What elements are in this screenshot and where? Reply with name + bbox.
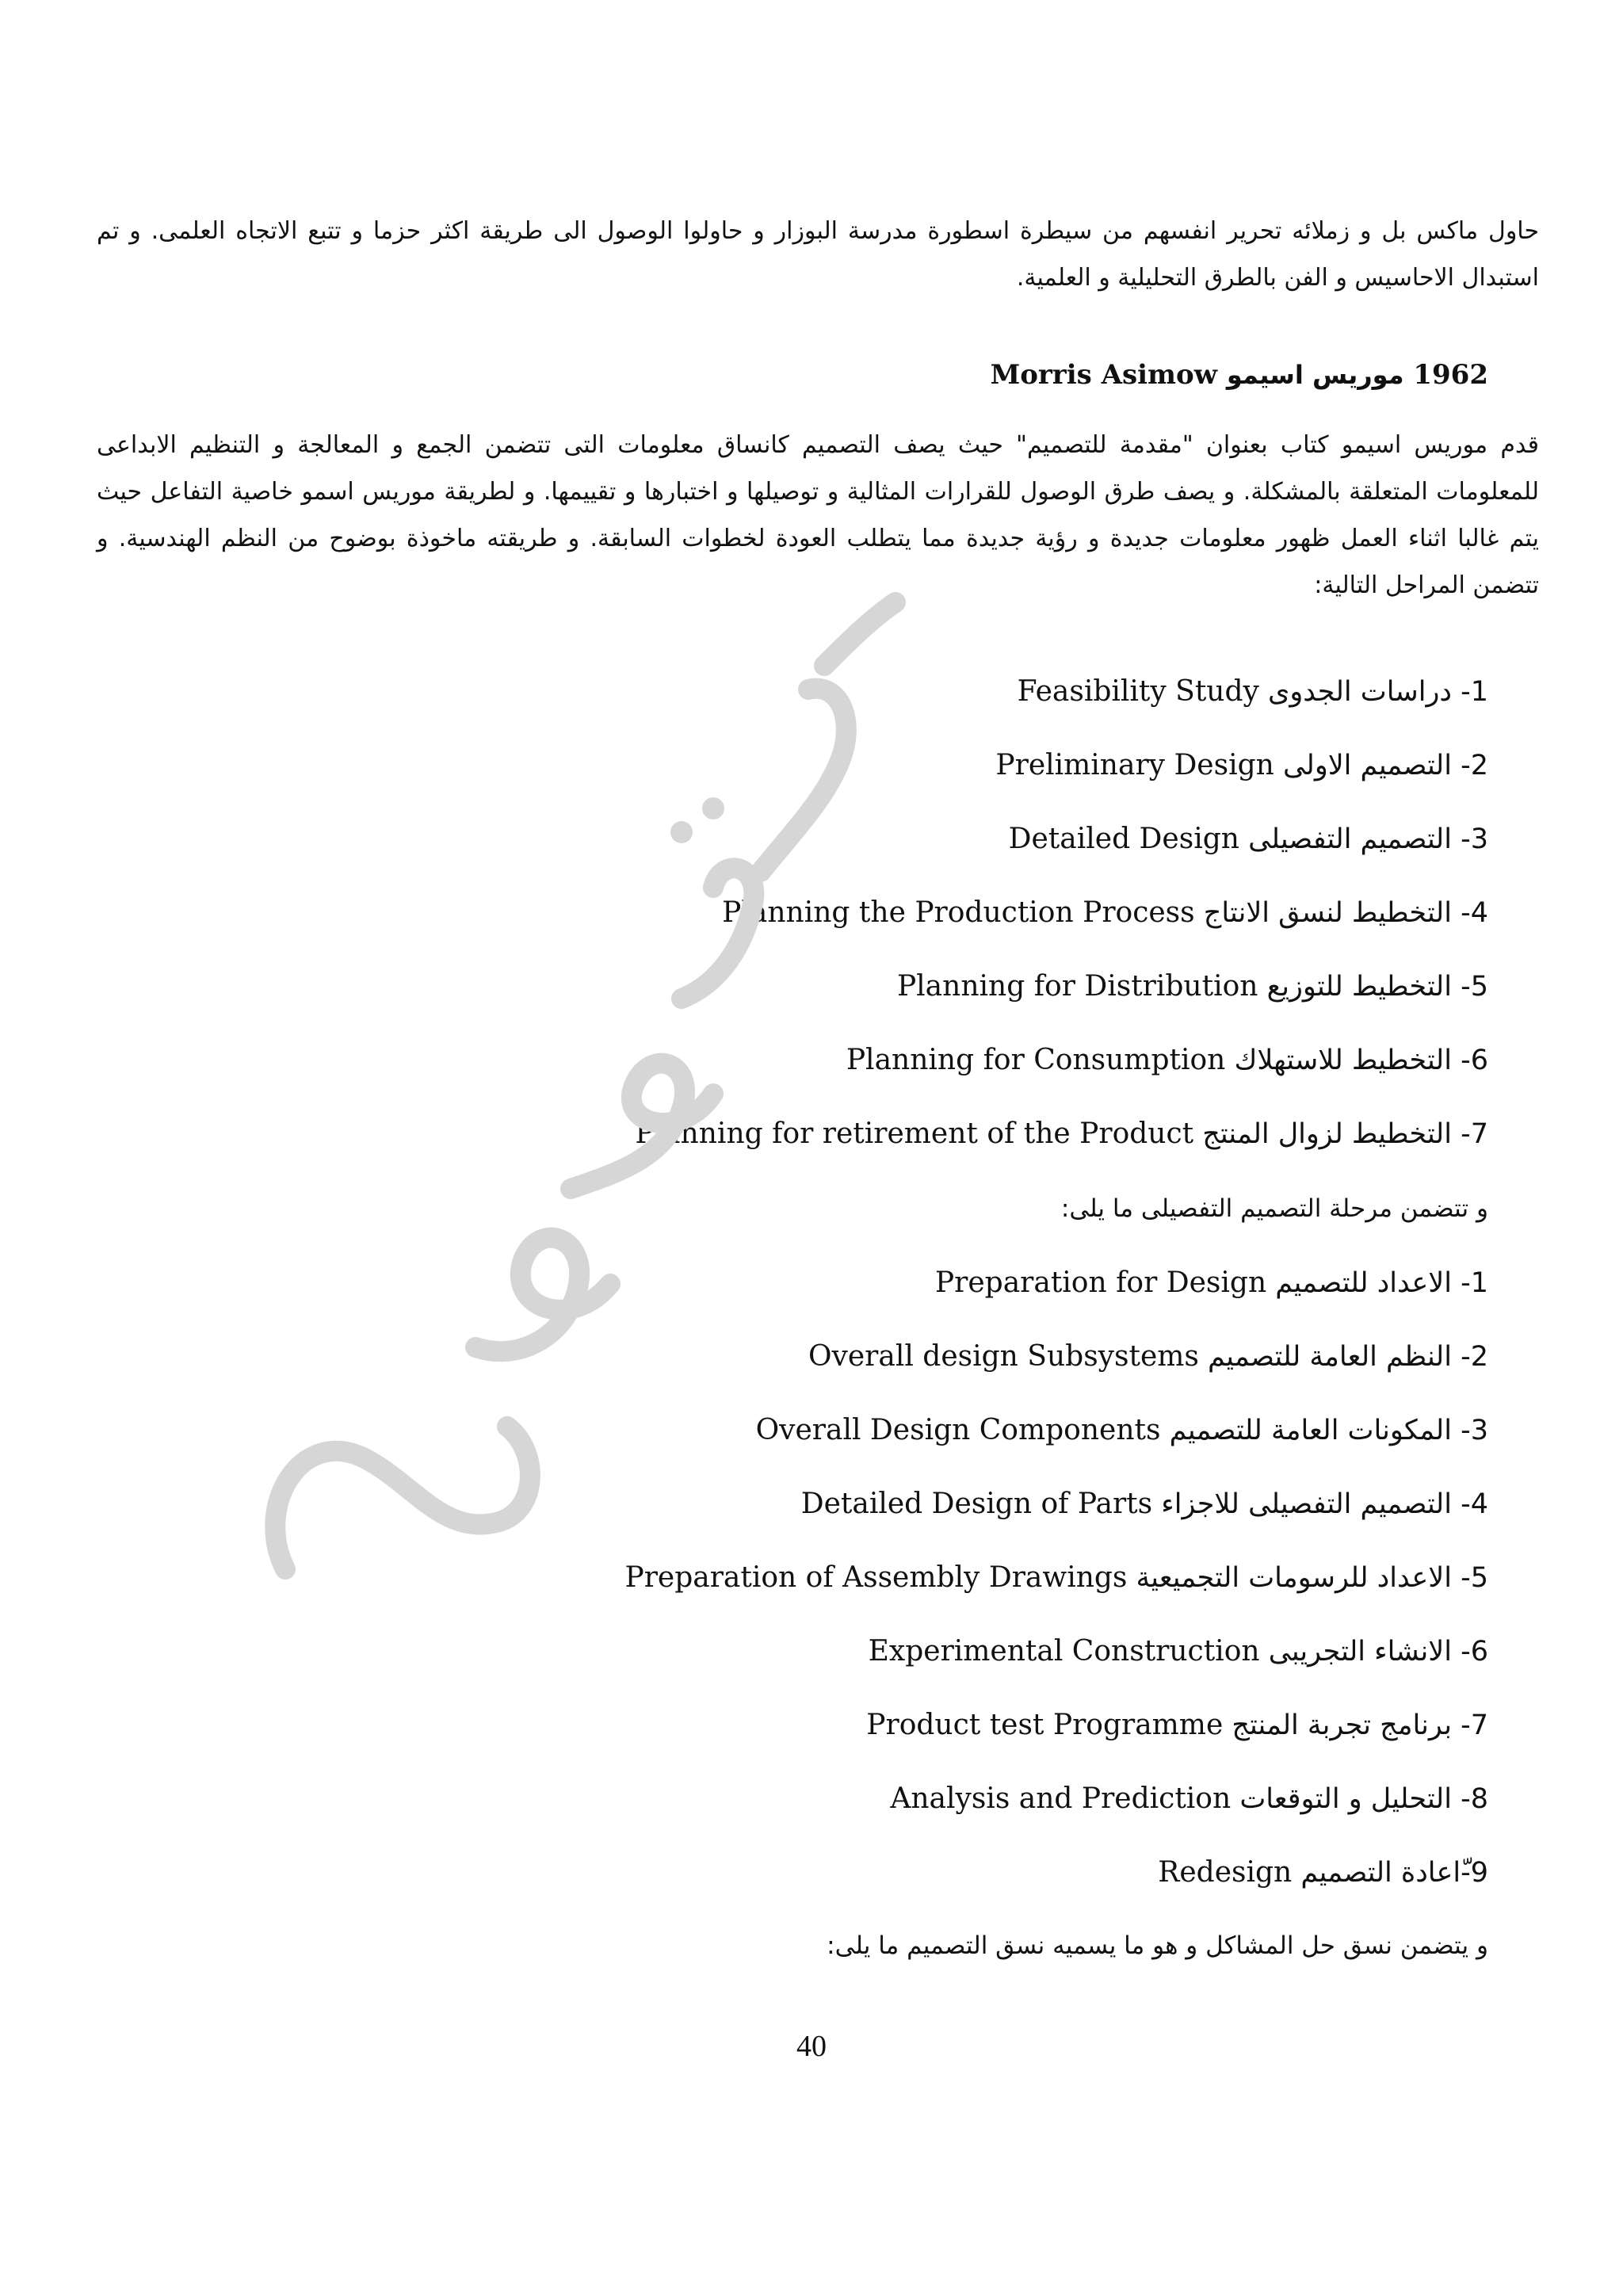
detailed-step-item: 6- الانشاء التجريبى Experimental Construction [868, 1635, 1488, 1668]
detailed-step-item: 7- برنامج تجربة المنتج Product test Programme [866, 1709, 1488, 1741]
section-heading [991, 355, 1488, 395]
detailed-step-item: 1- الاعداد للتصميم Preparation for Design [934, 1266, 1488, 1299]
detailed-step-item: 3- المكونات العامة للتصميم Overall Design Components [755, 1414, 1488, 1446]
detailed-design-intro: و تتضمن مرحلة التصميم التفصيلى ما يلى: [1060, 1194, 1488, 1223]
phase-item: 3- التصميم التفصيلى Detailed Design [1008, 823, 1488, 855]
intro-paragraph: حاول ماكس بل و زملائه تحرير انفسهم من سيطرة اسطورة مدرسة البوزار و حاولوا الوصول الى طريقة اكثر حزما و تتبع الاتجاه العلمى. و تم استبدال الاحاسيس و الفن بالطرق التحليلية و العلمية. [97, 217, 1539, 292]
phase-item: 4- التخطيط لنسق الانتاج Planning the Production Process [722, 896, 1488, 929]
problem-solving-intro: و يتضمن نسق حل المشاكل و هو ما يسميه نسق التصميم ما يلى: [827, 1931, 1488, 1960]
detailed-step-item: 9-ّاعادة التصميم Redesign [1158, 1856, 1488, 1889]
detailed-step-item: 2- النظم العامة للتصميم Overall design Subsystems [808, 1340, 1488, 1373]
detailed-step-item: 4- التصميم التفصيلى للاجزاء Detailed Design of Parts [800, 1488, 1488, 1520]
heading-english-name: Morris Asimow [990, 359, 1217, 391]
heading-year: 1962 [1413, 359, 1488, 391]
detailed-step-item: 5- الاعداد للرسومات التجميعية Preparation of Assembly Drawings [624, 1561, 1488, 1594]
page-number: 40 [796, 2030, 827, 2063]
phase-item: 1- دراسات الجدوى Feasibility Study [1017, 675, 1488, 708]
phase-item: 7- التخطيط لزوال المنتج Planning for retirement of the Product [635, 1117, 1488, 1150]
phase-item: 2- التصميم الاولى Preliminary Design [995, 749, 1488, 781]
phase-item: 6- التخطيط للاستهلاك Planning for Consumption [846, 1044, 1488, 1076]
asimow-paragraph: قدم موريس اسيمو كتاب بعنوان "مقدمة للتصميم" حيث يصف التصميم كانساق معلومات التى تتضمن الجمع و المعالجة و التنظيم الابداعى للمعلومات المتعلقة بالمشكلة. و يصف طرق الوصول للقرارات المثالية و توصيلها و اختبارها و تقييمها. و لطريقة موريس اسمو خاصية التفاعل حيث يتم غالبا اثناء العمل ظهور معلومات جديدة و رؤية جديدة مما يتطلب العودة لخطوات السابقة. و طريقته ماخوذة بوضوح من النظم الهندسية. و تتضمن المراحل التالية: [97, 431, 1539, 599]
detailed-step-item: 8- التحليل و التوقعات Analysis and Prediction [890, 1782, 1488, 1815]
phase-item: 5- التخطيط للتوزيع Planning for Distribution [896, 970, 1488, 1003]
heading-arabic-name: موريس اسيمو [1226, 360, 1404, 390]
